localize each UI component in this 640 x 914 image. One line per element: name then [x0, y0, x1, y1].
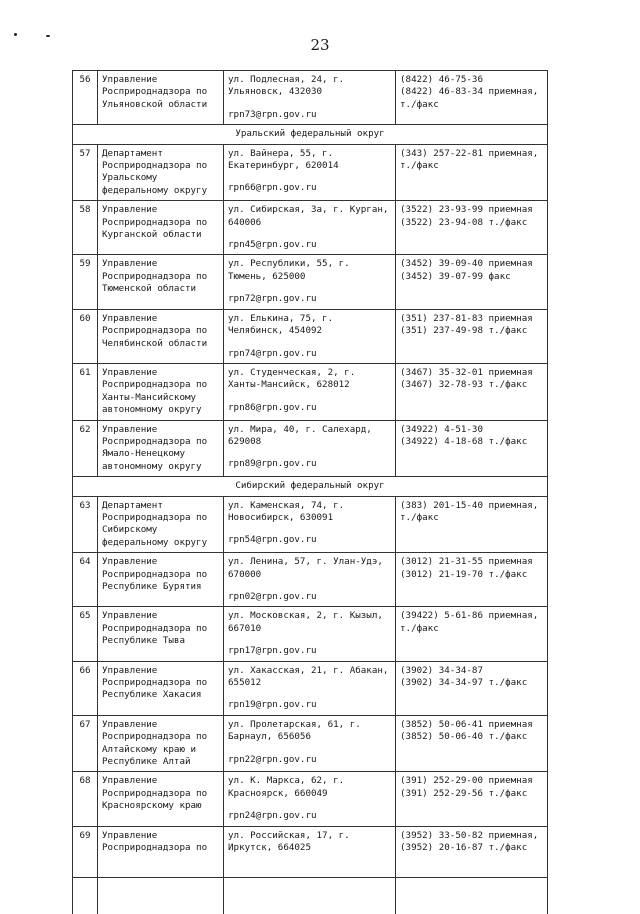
- phone-cell: (383) 201-15-40 приемная, т./факс: [396, 496, 548, 553]
- table-row: [73, 420, 548, 477]
- section-header-row: [73, 125, 548, 144]
- address-cell: [224, 826, 396, 877]
- address-cell: [224, 607, 396, 661]
- phone-cell: [396, 877, 548, 914]
- address-cell: [224, 144, 396, 201]
- email-text: rpn86@rpn.gov.ru: [228, 401, 317, 413]
- table-row: [73, 255, 548, 309]
- email-text: rpn24@rpn.gov.ru: [228, 810, 317, 822]
- table-row: [73, 772, 548, 826]
- organization-name: Управление Росприроднадзора по Республике Хакасия: [98, 661, 224, 715]
- phone-cell: (8422) 46-75-36 (8422) 46-83-34 приемная, т./факс: [396, 71, 548, 125]
- scan-speck-dot: [14, 33, 17, 36]
- table-row: [73, 607, 548, 661]
- address-text: ул. Мира, 40, г. Салехард, 629008: [228, 423, 372, 447]
- email-text: rpn19@rpn.gov.ru: [228, 699, 317, 711]
- address-cell: [224, 201, 396, 255]
- email-text: rpn45@rpn.gov.ru: [228, 239, 317, 251]
- address-cell: [224, 309, 396, 363]
- address-cell: [224, 71, 396, 125]
- contacts-table-body: [73, 71, 548, 914]
- row-number: 64: [73, 553, 98, 607]
- email-text: rpn66@rpn.gov.ru: [228, 182, 317, 194]
- address-text: ул. Республики, 55, г. Тюмень, 625000: [228, 258, 350, 282]
- phone-cell: (3852) 50-06-41 приемная (3852) 50-06-40 т./факс: [396, 715, 548, 772]
- table-row: [73, 363, 548, 420]
- section-title: Сибирский федеральный округ: [73, 477, 548, 496]
- phone-cell: (3012) 21-31-55 приемная (3012) 21-19-70 т./факс: [396, 553, 548, 607]
- address-cell: [224, 715, 396, 772]
- organization-name: Управление Росприроднадзора по Республике Бурятия: [98, 553, 224, 607]
- address-text: ул. Подлесная, 24, г. Ульяновск, 432030: [228, 74, 345, 98]
- email-text: rpn73@rpn.gov.ru: [228, 108, 317, 120]
- address-text: ул. Московская, 2, г. Кызыл, 667010: [228, 610, 383, 634]
- table-row: [73, 309, 548, 363]
- row-number: 69: [73, 826, 98, 877]
- row-number: 67: [73, 715, 98, 772]
- row-number: [73, 877, 98, 914]
- row-number: 58: [73, 201, 98, 255]
- table-row: [73, 715, 548, 772]
- phone-cell: (3467) 35-32-01 приемная (3467) 32-78-93 т./факс: [396, 363, 548, 420]
- table-row: [73, 496, 548, 553]
- section-title: Уральский федеральный округ: [73, 125, 548, 144]
- address-cell: [224, 877, 396, 914]
- address-text: ул. Пролетарская, 61, г. Барнаул, 656056: [228, 718, 361, 743]
- section-header-row: [73, 477, 548, 496]
- table-row: [73, 553, 548, 607]
- table-row: [73, 144, 548, 201]
- email-text: rpn72@rpn.gov.ru: [228, 293, 317, 305]
- address-text: ул. Вайнера, 55, г. Екатеринбург, 620014: [228, 147, 339, 172]
- phone-cell: (3902) 34-34-87 (3902) 34-34-97 т./факс: [396, 661, 548, 715]
- organization-name: Управление Росприроднадзора по Ямало-Ненецкому автономному округу: [98, 420, 224, 477]
- row-number: 63: [73, 496, 98, 553]
- organization-name: Департамент Росприроднадзора по Уральскому федеральному округу: [98, 144, 224, 201]
- address-text: ул. Российская, 17, г. Иркутск, 664025: [228, 829, 350, 854]
- email-text: rpn02@rpn.gov.ru: [228, 591, 317, 602]
- phone-cell: (3952) 33-50-82 приемная, (3952) 20-16-87 т./факс: [396, 826, 548, 877]
- phone-cell: (3452) 39-09-40 приемная (3452) 39-07-99 факс: [396, 255, 548, 309]
- organization-name: Управление Росприроднадзора по Алтайскому краю и Республике Алтай: [98, 715, 224, 772]
- email-text: rpn22@rpn.gov.ru: [228, 753, 317, 765]
- organization-name: Управление Росприроднадзора по Ханты-Мансийскому автономному округу: [98, 363, 224, 420]
- address-text: ул. Студенческая, 2, г. Ханты-Мансийск, 628012: [228, 366, 356, 391]
- scan-speck-dot: [46, 35, 50, 37]
- row-number: 65: [73, 607, 98, 661]
- address-cell: [224, 255, 396, 309]
- row-number: 61: [73, 363, 98, 420]
- organization-name: Управление Росприроднадзора по Курганской области: [98, 201, 224, 255]
- address-cell: [224, 363, 396, 420]
- organization-name: Управление Росприроднадзора по Челябинской области: [98, 309, 224, 363]
- address-text: ул. К. Маркса, 62, г. Красноярск, 660049: [228, 775, 345, 799]
- row-number: 56: [73, 71, 98, 125]
- phone-cell: (3522) 23-93-99 приемная (3522) 23-94-08 т./факс: [396, 201, 548, 255]
- organization-name: [98, 877, 224, 914]
- organization-name: Управление Росприроднадзора по Тюменской области: [98, 255, 224, 309]
- address-cell: [224, 420, 396, 477]
- organization-name: Управление Росприроднадзора по: [98, 826, 224, 877]
- contacts-table: [72, 70, 548, 914]
- address-text: ул. Елькина, 75, г. Челябинск, 454092: [228, 312, 334, 337]
- table-row: [73, 71, 548, 125]
- row-number: 62: [73, 420, 98, 477]
- page-number: 23: [310, 36, 330, 54]
- phone-cell: (39422) 5-61-86 приемная, т./факс: [396, 607, 548, 661]
- address-cell: [224, 661, 396, 715]
- organization-name: Управление Росприроднадзора по Красноярскому краю: [98, 772, 224, 826]
- organization-name: Управление Росприроднадзора по Республике Тыва: [98, 607, 224, 661]
- address-text: ул. Сибирская, 3а, г. Курган, 640006: [228, 204, 389, 228]
- row-number: 66: [73, 661, 98, 715]
- phone-cell: (391) 252-29-00 приемная (391) 252-29-56 т./факс: [396, 772, 548, 826]
- address-cell: [224, 553, 396, 607]
- address-text: ул. Хакасская, 21, г. Абакан, 655012: [228, 664, 389, 689]
- table-row: [73, 826, 548, 877]
- organization-name: Департамент Росприроднадзора по Сибирскому федеральному округу: [98, 496, 224, 553]
- email-text: rpn74@rpn.gov.ru: [228, 347, 317, 359]
- table-row: [73, 201, 548, 255]
- table-row: [73, 661, 548, 715]
- address-cell: [224, 772, 396, 826]
- row-number: 59: [73, 255, 98, 309]
- phone-cell: (34922) 4-51-30 (34922) 4-18-68 т./факс: [396, 420, 548, 477]
- email-text: rpn89@rpn.gov.ru: [228, 458, 317, 470]
- address-cell: [224, 496, 396, 553]
- row-number: 60: [73, 309, 98, 363]
- address-text: ул. Каменская, 74, г. Новосибирск, 630091: [228, 499, 345, 523]
- row-number: 68: [73, 772, 98, 826]
- table-row: [73, 877, 548, 914]
- email-text: rpn54@rpn.gov.ru: [228, 534, 317, 546]
- row-number: 57: [73, 144, 98, 201]
- organization-name: Управление Росприроднадзора по Ульяновской области: [98, 71, 224, 125]
- email-text: rpn17@rpn.gov.ru: [228, 645, 317, 657]
- address-text: ул. Ленина, 57, г. Улан-Удэ, 670000: [228, 556, 383, 580]
- phone-cell: (343) 257-22-81 приемная, т./факс: [396, 144, 548, 201]
- phone-cell: (351) 237-81-83 приемная (351) 237-49-98 т./факс: [396, 309, 548, 363]
